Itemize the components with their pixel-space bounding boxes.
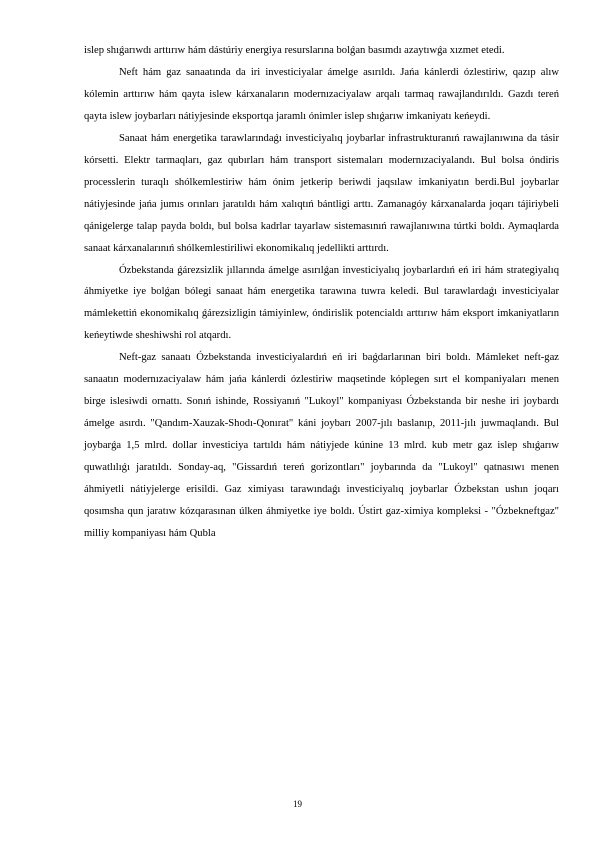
paragraph-3: Sanaat hám energetika tarawlarındaǵı investiciyalıq joybarlar infrastrukturanıń rawajlanıwına da tásir kórsetti. Elektr tarmaqları, gaz qubırları hám transport sistemaları modernızaciyalandı. Bul bolsa óndiris processlerin turaqlı shólkemlestiriw hám ónim jetkerip beriwdi jaqsılaw imkaniyatın berdi.Bul joybarlar nátiyjesinde jańa jumıs orınları jaratıldı hám xalıqtıń bántligi arttı. Zamanagóy kárxanalarda joqarı tájiriybeli qánigelerge talap payda boldı, bul bolsa kadrlar tayarlaw sistemasınıń rawajlanıwına túrtki boldı. Aymaqlarda sanaat kárxanalarınıń shólkemlestiriliwi ekonomikalıq jedellikti arttırdı. [84,132,559,254]
page-number: 19 [293,799,302,809]
paragraph-5: Neft-gaz sanaatı Ózbekstanda investiciyalardıń eń iri baǵdarlarınan biri boldı. Mámleket neft-gaz sanaatın modernızaciyalaw hám jańa kánlerdi ózlestiriw maqsetinde kóplegen sırt el kompaniyaları menen birge islesiwdi ornattı. Sonıń ishinde, Rossiyanıń "Lukoyl" kompaniyası Ózbekstanda bir neshe iri joybardı ámelge asırdı. "Qandım-Xauzak-Shodı-Qonırat" káni joybarı 2007-jılı baslanıp, 2011-jılı juwmaqlandı. Bul joybarǵa 1,5 mlrd. dollar investiciya tartıldı hám nátiyjede kúnine 13 mlrd. kub metr gaz islep shıǵarıw quwatlılıǵı jaratıldı. Sonday-aq, "Gissardıń tereń gorizontları" joybarında da "Lukoyl" qatnasıwı menen áhmiyetli nátiyjelerge erisildi. Gaz ximiyası tarawındaǵı investiciyalıq joybarlar Ózbekstan ushın joqarı qosımsha qun jaratıw kózqarasınan úlken áhmiyetke iye boldı. Ústirt gaz-ximiya kompleksi - "Ózbekneftgaz" milliy kompaniyası hám Qubla [84,352,559,539]
paragraph-2: Neft hám gaz sanaatında da iri investiciyalar ámelge asırıldı. Jańa kánlerdi ózlestiriw, qazıp alıw kólemin arttırıw hám qayta islew kárxanaların modernızaciyalaw arqalı tarmaq rawajlandırıldı. Gazdı tereń qayta islew joybarları nátiyjesinde eksportqa jaramlı ónimler islep shıǵarıw imkaniyatı keńeydi. [84,66,559,122]
document-page [84,40,559,545]
paragraph-1: islep shıǵarıwdı arttırıw hám dástúriy energiya resurslarına bolǵan basımdı azaytıwǵa xızmet etedi. [84,45,505,56]
paragraph-4: Ózbekstanda ǵárezsizlik jıllarında ámelge asırılǵan investiciyalıq joybarlardıń eń iri hám strategiyalıq áhmiyetke iye bolǵan bólegi sanaat hám energetika tarawına tuwra keledi. Bul tarawlardaǵı investiciyalar mámlekettiń ekonomikalıq ǵárezsizligin támiyinlew, óndirislik potencialdı arttırıw hám eksport imkaniyatların keńeytiwde sheshiwshi rol atqardı. [84,264,559,342]
